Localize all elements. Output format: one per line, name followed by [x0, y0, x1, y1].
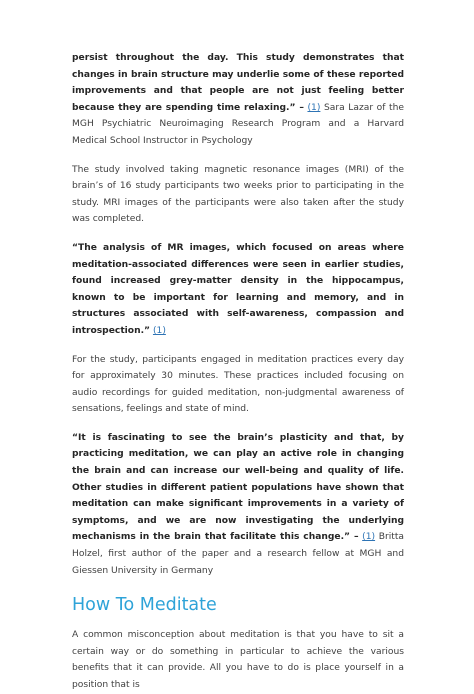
quote-attribution: Sara Lazar of the MGH Psychiatric Neuroimaging Research Program and a Harvard Medical School Instructor in Psychology	[72, 102, 404, 146]
section-heading: How To Meditate	[72, 595, 217, 616]
quote-text: persist throughout the day. This study demonstrates that changes in brain structure may underlie some of these reported improvements and that people are not just feeling better because they are spending time relaxing.” –	[72, 53, 404, 113]
body-paragraph-study: The study involved taking magnetic resonance images (MRI) of the brain’s of 16 study participants two weeks prior to participating in the study. MRI images of the participants were also taken after the study was completed.	[72, 164, 404, 225]
body-paragraph-practice: For the study, participants engaged in meditation practices every day for approximately 30 minutes. These practices included focusing on audio recordings for guided meditation, non-judgmental awareness of sensations, feelings and state of mind.	[72, 354, 404, 415]
quote-paragraph-lazar	[72, 50, 404, 150]
reference-link[interactable]: (1)	[362, 532, 376, 543]
document-page	[72, 50, 404, 694]
quote-paragraph-mri	[72, 240, 404, 340]
body-paragraph-misconception: A common misconception about meditation is that you have to sit a certain way or do something in particular to achieve the various benefits that it can provide. All you have to do is place yourself in a position that is	[72, 630, 404, 690]
quote-paragraph-holzel	[72, 430, 404, 579]
quote-text: “The analysis of MR images, which focused on areas where meditation-associated differences were seen in earlier studies, found increased grey-matter density in the hippocampus, known to be important for learning and memory, and in structures associated with self-awareness, compassion and introspection.”	[72, 242, 404, 336]
quote-text: “It is fascinating to see the brain’s plasticity and that, by practicing meditation, we can play an active role in changing the brain and can increase our well-being and quality of life. Other studies in different patient populations have shown that meditation can make significant improvements in a variety of symptoms, and we are now investigating the underlying mechanisms in the brain that facilitate this change.” –	[72, 432, 404, 543]
reference-link[interactable]: (1)	[152, 325, 166, 336]
reference-link[interactable]: (1)	[307, 102, 321, 113]
quote-attribution: Britta Holzel, first author of the paper and a research fellow at MGH and Giessen University in Germany	[72, 532, 404, 576]
